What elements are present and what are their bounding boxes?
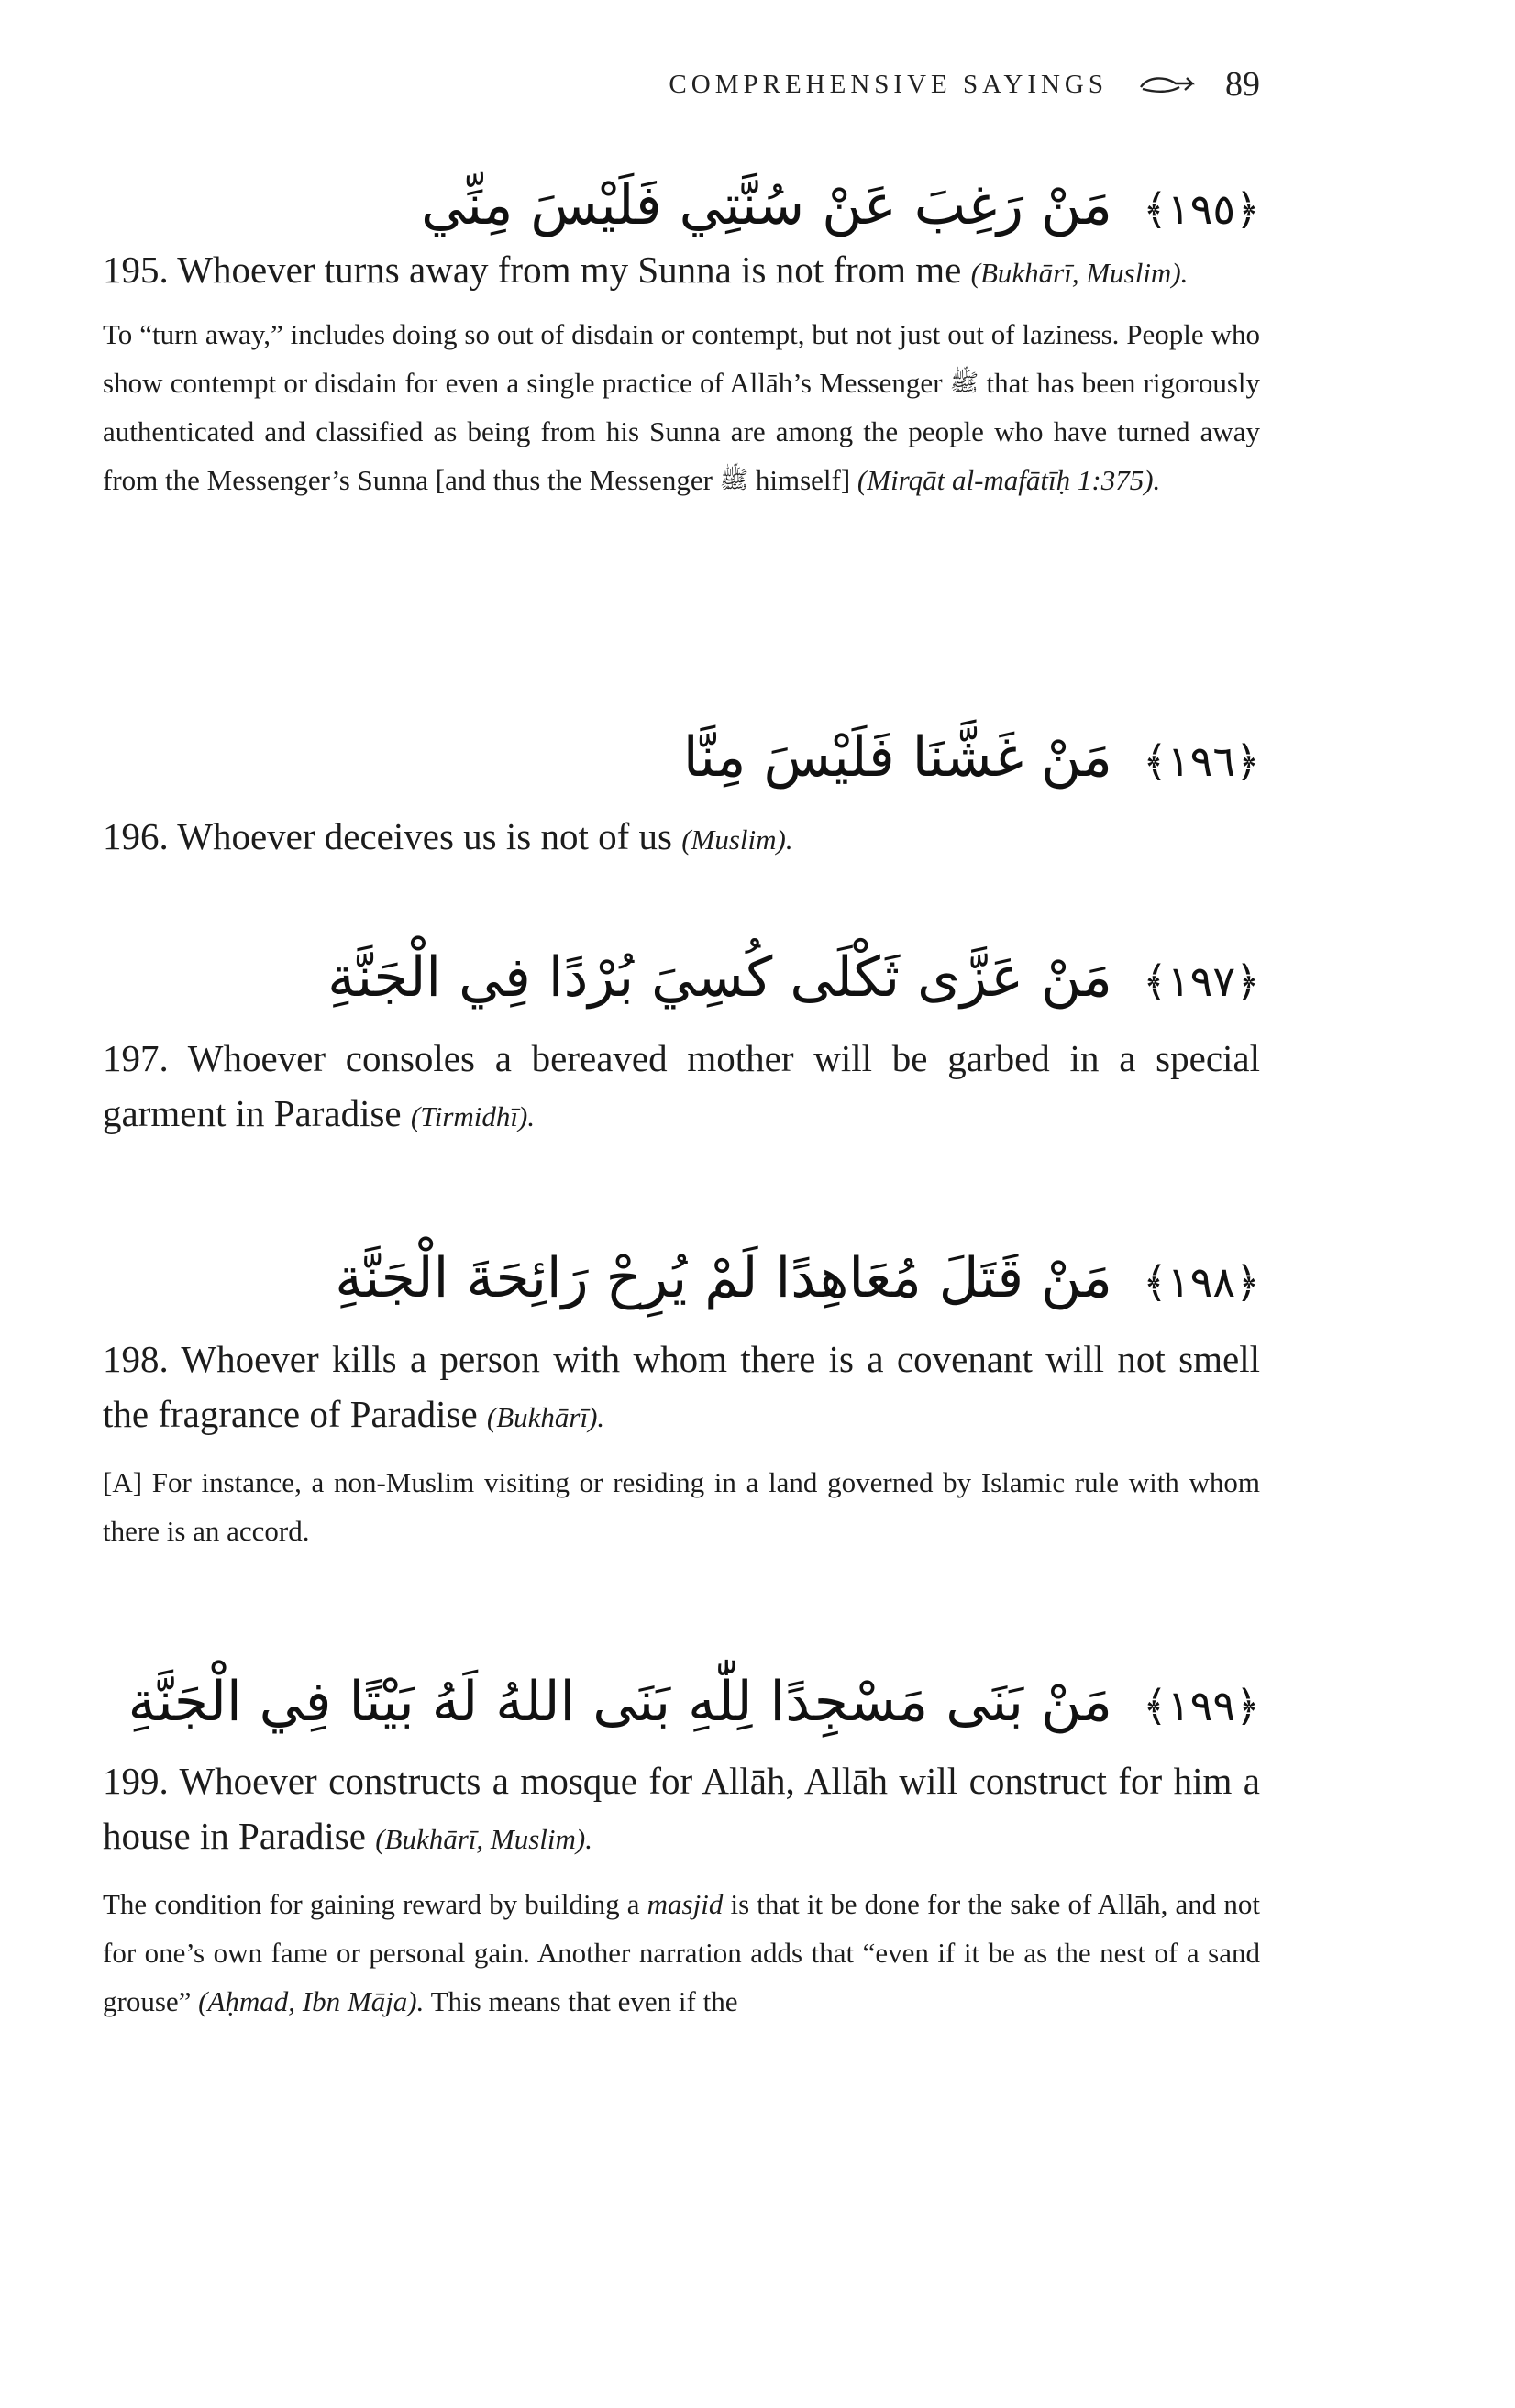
commentary-text: himself] [755,464,851,496]
pen-flourish-icon [1139,72,1198,96]
commentary [103,310,1260,504]
arabic-hadith: مَنْ بَنَى مَسْجِدًا لِلّٰهِ بَنَى اللهُ لَهُ بَيْتًا فِي الْجَنَّةِ [127,1670,1112,1734]
english-translation [103,1753,1260,1867]
arabic-text [103,1245,1260,1311]
hadith-197 [103,944,1260,1144]
source-citation: (Bukhārī). [486,1401,605,1433]
source-citation: (Tirmidhī). [410,1100,536,1132]
italic-term: masjid [647,1888,724,1920]
commentary [103,1880,1260,2026]
source-citation: (Muslim). [681,823,793,856]
commentary-text: The condition for gaining reward by building a [103,1888,640,1920]
hadith-196 [103,724,1260,867]
translation-text: 199. Whoever constructs a mosque for Allāh, Allāh will construct for him a house in Paradise [103,1760,1260,1857]
hadith-199 [103,1669,1260,2026]
arabic-number: ﴿١٩٨﴾ [1142,1257,1260,1307]
chapter-title: COMPREHENSIVE SAYINGS [669,69,1108,99]
arabic-number: ﴿١٩٥﴾ [1142,184,1260,234]
arabic-text [103,724,1260,790]
arabic-text [103,944,1260,1011]
english-translation [103,1031,1260,1144]
commentary-text: This means that even if the [430,1985,738,2017]
english-translation [103,1331,1260,1445]
commentary-text: To “turn away,” includes doing so out of disdain or contempt, but not just out of laziness. People who show contempt or disdain for even a single practice of Allāh’s Messenger [103,318,1260,399]
english-translation [103,242,1260,301]
arabic-number: ﴿١٩٧﴾ [1142,956,1260,1006]
salutation-icon: ﷺ [949,370,979,396]
source-citation: (Bukhārī, Muslim). [970,257,1189,289]
hadith-198 [103,1245,1260,1555]
reference-citation: (Mirqāt al-mafātīḥ 1:375). [857,464,1161,496]
english-translation [103,809,1260,867]
translation-text: 195. Whoever turns away from my Sunna is not from me [103,249,962,291]
arabic-number: ﴿١٩٩﴾ [1142,1681,1260,1730]
translation-text: 196. Whoever deceives us is not of us [103,815,672,857]
arabic-number: ﴿١٩٦﴾ [1142,736,1260,786]
translation-text: 198. Whoever kills a person with whom there is a covenant will not smell the fragrance of Paradise [103,1338,1260,1435]
arabic-hadith: مَنْ قَتَلَ مُعَاهِدًا لَمْ يُرِحْ رَائِحَةَ الْجَنَّةِ [335,1246,1112,1310]
salutation-icon: ﷺ [719,467,749,493]
arabic-text [103,172,1260,238]
arabic-hadith: مَنْ رَغِبَ عَنْ سُنَّتِي فَلَيْسَ مِنِّي [421,173,1112,237]
running-header [103,64,1260,105]
page-number: 89 [1225,65,1260,104]
arabic-hadith: مَنْ عَزَّى ثَكْلَى كُسِيَ بُرْدًا فِي الْجَنَّةِ [327,945,1112,1010]
commentary-text: that has been rigorously authenticated and classified as being from his Sunna are among the people who have turned away from the Messenger’s Sunna [and thus the Messenger [103,367,1261,496]
commentary-text: is that it be done for the sake of Allāh, and not for one’s own fame or personal gain. Another narration adds that “even if it be as the nest of a sand grouse” [103,1888,1261,2017]
source-citation: (Bukhārī, Muslim). [375,1823,592,1855]
hadith-195 [103,172,1260,504]
commentary: [A] For instance, a non-Muslim visiting or residing in a land governed by Islamic rule with whom there is an accord. [103,1466,1260,1547]
arabic-text [103,1669,1260,1735]
translation-text: 197. Whoever consoles a bereaved mother will be garbed in a special garment in Paradise [103,1037,1260,1134]
arabic-hadith: مَنْ غَشَّنَا فَلَيْسَ مِنَّا [682,725,1112,790]
reference-citation: (Aḥmad, Ibn Māja). [198,1985,425,2017]
